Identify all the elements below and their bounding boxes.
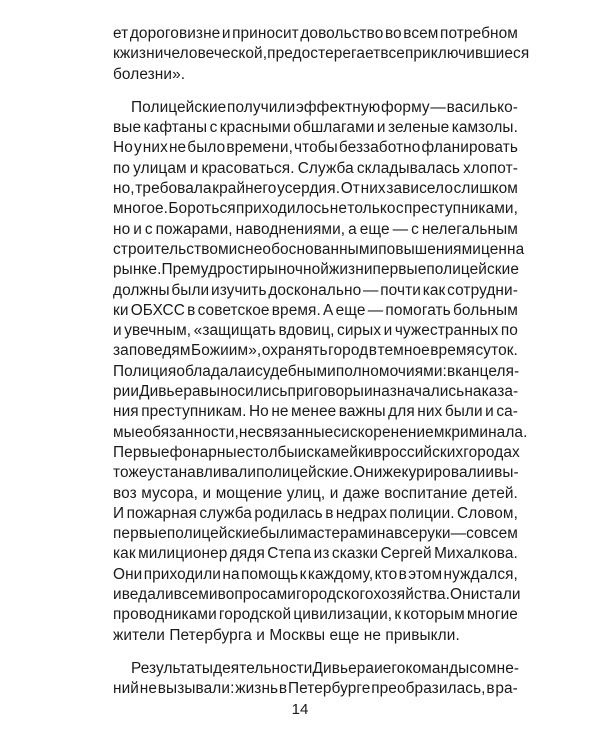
text-line: Полицейские получили эффектную форму — василько- [131, 98, 518, 116]
text-line: рынке. Премудрости рыночной жизни первые полицейские [113, 261, 519, 279]
text-line: мые обязанности, не связанные с искоренением криминала. [113, 423, 528, 441]
text-line: должны были изучить досконально — почти как сотрудни- [113, 281, 518, 299]
text-line: Они приходили на помощь к каждому, кто в этом нуждался, [113, 565, 518, 583]
text-line: болезни». [113, 65, 186, 83]
text-line: воз мусора, и мощение улиц, и даже воспитание детей. [113, 484, 518, 502]
text-line: проводниками городской цивилизации, к которым многие [113, 606, 518, 624]
text-line: заповедям Божиим», охранять город в темное время суток. [113, 342, 518, 360]
text-line: вые кафтаны с красными обшлагами и зеленые камзолы. [113, 119, 518, 137]
paragraph-3 [113, 659, 518, 700]
paragraph-1 [113, 24, 530, 85]
page-number: 14 [291, 701, 309, 718]
text-line: Результаты деятельности Дивьера и его команды сомне- [131, 659, 520, 677]
text-line: ния преступникам. Но не менее важны для них были и са- [113, 403, 518, 421]
text-line: но, требовала крайнего усердия. От них зависело слишком [113, 180, 518, 198]
text-line: и увечным, «защищать вдовиц, сирых и чужестранных по [113, 322, 518, 340]
text-line: многое. Бороться приходилось не только с преступниками, [113, 200, 518, 218]
text-line: И пожарная служба родилась в недрах полиции. Словом, [113, 504, 518, 522]
paragraph-2 [113, 98, 528, 646]
text-line: по улицам и красоваться. Служба складывалась хлопот- [113, 159, 518, 177]
text-line: к жизни человеческой, предостерегает все приключившиеся [113, 45, 530, 63]
text-line: строительством и с необоснованными повышениями цен на [113, 240, 525, 258]
text-line: Но у них не было времени, чтобы беззаботно фланировать [113, 139, 518, 157]
text-line: ний не вызывали: жизнь в Петербурге преобразилась, в ра- [113, 680, 518, 698]
text-line: жители Петербурга и Москвы еще не привыкли. [113, 626, 460, 644]
body-text [113, 24, 530, 700]
text-line: ки ОБХСС в советское время. А еще — помогать больным [113, 301, 518, 319]
text-line: ет дороговизне и приносит довольство во всем потребном [113, 25, 518, 42]
text-line: как милиционер дядя Степа из сказки Сергей Михалкова. [113, 545, 518, 563]
text-line: первые полицейские были мастерами на все руки — совсем [113, 525, 518, 543]
text-line: Полиция обладала и судебными полномочиями: в канцеля- [113, 362, 520, 380]
text-line: и ведали всеми вопросами городского хозяйства. Они стали [113, 586, 521, 604]
text-line: тоже устанавливали полицейские. Они же курировали и вы- [113, 464, 519, 482]
text-line: Первые фонарные столбы и скамейки в российских городах [113, 443, 520, 461]
text-line: но и с пожарами, наводнениями, а еще — с нелегальным [113, 220, 518, 238]
text-line: рии Дивьера выносились приговоры и назначались наказа- [113, 383, 519, 401]
